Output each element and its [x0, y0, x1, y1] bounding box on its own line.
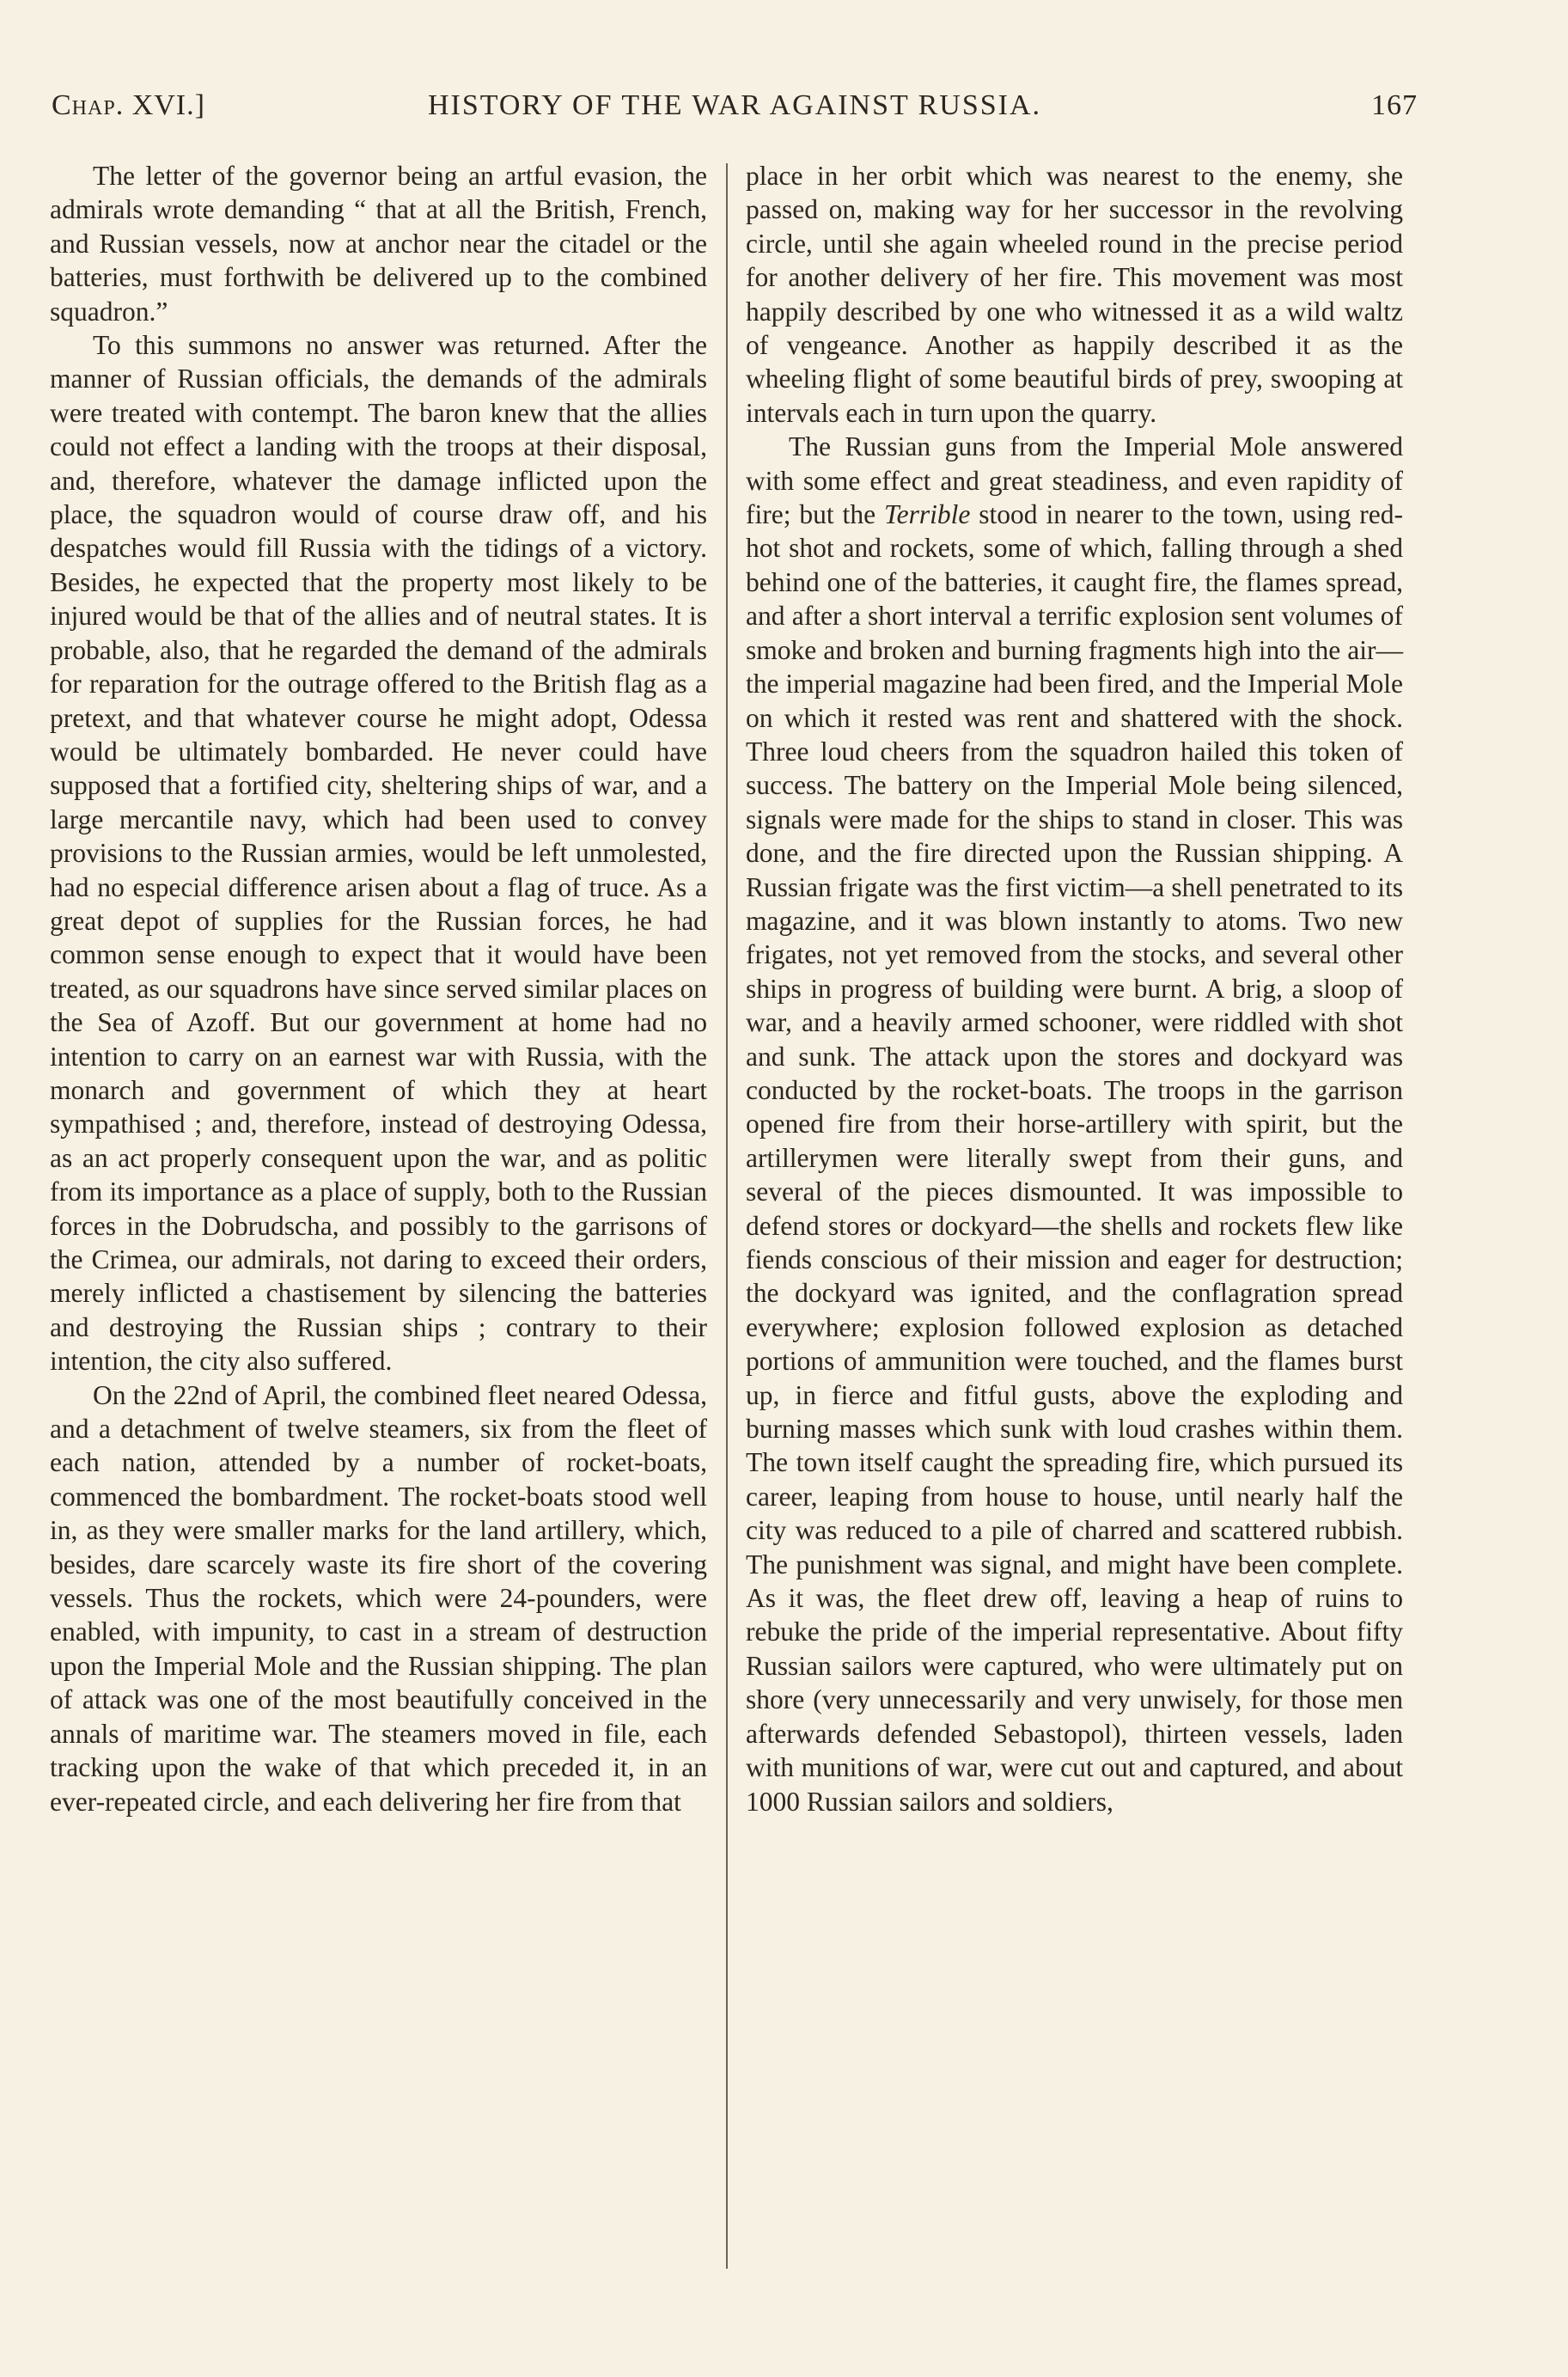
paragraph	[746, 430, 1403, 1818]
page-number: 167	[1371, 89, 1418, 121]
paragraph: To this summons no answer was returned. After the manner of Russian officials, the demands of the admirals were treated with contempt. The baron knew that the allies could not effect a landing with the troops at their disposal, and, therefore, whatever the damage inflicted upon the place, the squadron would of course draw off, and his despatches would fill Russia with the tidings of a victory. Besides, he expected that the property most likely to be injured would be that of the allies and of neutral states. It is probable, also, that he regarded the demand of the admirals for reparation for the outrage offered to the British flag as a pretext, and that whatever course he might adopt, Odessa would be ultimately bombarded. He never could have supposed that a fortified city, sheltering ships of war, and a large mercantile navy, which had been used to convey provisions to the Russian armies, would be left unmolested, had no especial difference arisen about a flag of truce. As a great depot of supplies for the Russian forces, he had common sense enough to expect that it would have been treated, as our squadrons have since served similar places on the Sea of Azoff. But our government at home had no intention to carry on an earnest war with Russia, with the monarch and government of which they at heart sympathised ; and, therefore, instead of destroying Odessa, as an act properly consequent upon the war, and as politic from its importance as a place of supply, both to the Russian forces in the Dobrudscha, and possibly to the garrisons of the Crimea, our admirals, not daring to exceed their orders, merely inflicted a chastisement by silencing the batteries and destroying the Russian ships ; contrary to their intention, the city also suffered.	[50, 330, 707, 1377]
chapter-label: Chap. XVI.]	[52, 89, 205, 121]
text-run: The Russian guns from the Imperial Mole answered with some effect and great steadiness, and even rapidity of fire; but the	[746, 431, 1403, 530]
left-column	[50, 159, 707, 1818]
paragraph: The letter of the governor being an artful evasion, the admirals wrote demanding “ that at all the British, French, and Russian vessels, now at anchor near the citadel or the batteries, must forthwith be delivered up to the combined squadron.”	[50, 161, 707, 327]
column-divider	[726, 163, 728, 2269]
running-title: HISTORY OF THE WAR AGAINST RUSSIA.	[427, 89, 1042, 121]
paragraph: On the 22nd of April, the combined fleet neared Odessa, and a detachment of twelve steamers, six from the fleet of each nation, attended by a number of rocket-boats, commenced the bombardment. The rocket-boats stood well in, as they were smaller marks for the land artillery, which, besides, dare scarcely waste its fire short of the covering vessels. Thus the rockets, which were 24-pounders, were enabled, with impunity, to cast in a stream of destruction upon the Imperial Mole and the Russian shipping. The plan of attack was one of the most beautifully conceived in the annals of maritime war. The steamers moved in file, each tracking upon the wake of that which preceded it, in an ever-repeated circle, and each delivering her fire from that	[50, 1379, 707, 1817]
running-head	[52, 89, 1418, 131]
right-column	[746, 159, 1403, 1818]
text-run: stood in nearer to the town, using red-hot shot and rockets, some of which, falling through a shed behind one of the batteries, it caught fire, the flames spread, and after a short interval a terrific explosion sent volumes of smoke and broken and burning fragments high into the air—the imperial magazine had been fired, and the Imperial Mole on which it rested was rent and shattered with the shock. Three loud cheers from the squadron hailed this token of success. The battery on the Imperial Mole being silenced, signals were made for the ships to stand in closer. This was done, and the fire directed upon the Russian shipping. A Russian frigate was the first victim—a shell penetrated to its magazine, and it was blown instantly to atoms. Two new frigates, not yet removed from the stocks, and several other ships in progress of building were burnt. A brig, a sloop of war, and a heavily armed schooner, were riddled with shot and sunk. The attack upon the stores and dockyard was conducted by the rocket-boats. The troops in the garrison opened fire from their horse-artillery with spirit, but the artillerymen were literally swept from their guns, and several of the pieces dismounted. It was impossible to defend stores or dockyard—the shells and rockets flew like fiends conscious of their mission and eager for destruction; the dockyard was ignited, and the conflagration spread everywhere; explosion followed explosion as detached portions of ammunition were touched, and the flames burst up, in fierce and fitful gusts, above the exploding and burning masses which sunk with loud crashes within them. The town itself caught the spreading fire, which pursued its career, leaping from house to house, until nearly half the city was reduced to a pile of charred and scattered rubbish. The punishment was signal, and might have been complete. As it was, the fleet drew off, leaving a heap of ruins to rebuke the pride of the imperial representative. About fifty Russian sailors were captured, who were ultimately put on shore (very unnecessarily and very unwisely, for those men afterwards defended Sebastopol), thirteen vessels, laden with munitions of war, were cut out and captured, and about 1000 Russian sailors and soldiers,	[746, 499, 1403, 1817]
ship-name: Terrible	[883, 499, 971, 530]
paragraph: place in her orbit which was nearest to the enemy, she passed on, making way for her successor in the revolving circle, until she again wheeled round in the precise period for another delivery of her fire. This movement was most happily described by one who witnessed it as a wild waltz of vengeance. Another as happily described it as the wheeling flight of some beautiful birds of prey, swooping at intervals each in turn upon the quarry.	[746, 161, 1403, 428]
